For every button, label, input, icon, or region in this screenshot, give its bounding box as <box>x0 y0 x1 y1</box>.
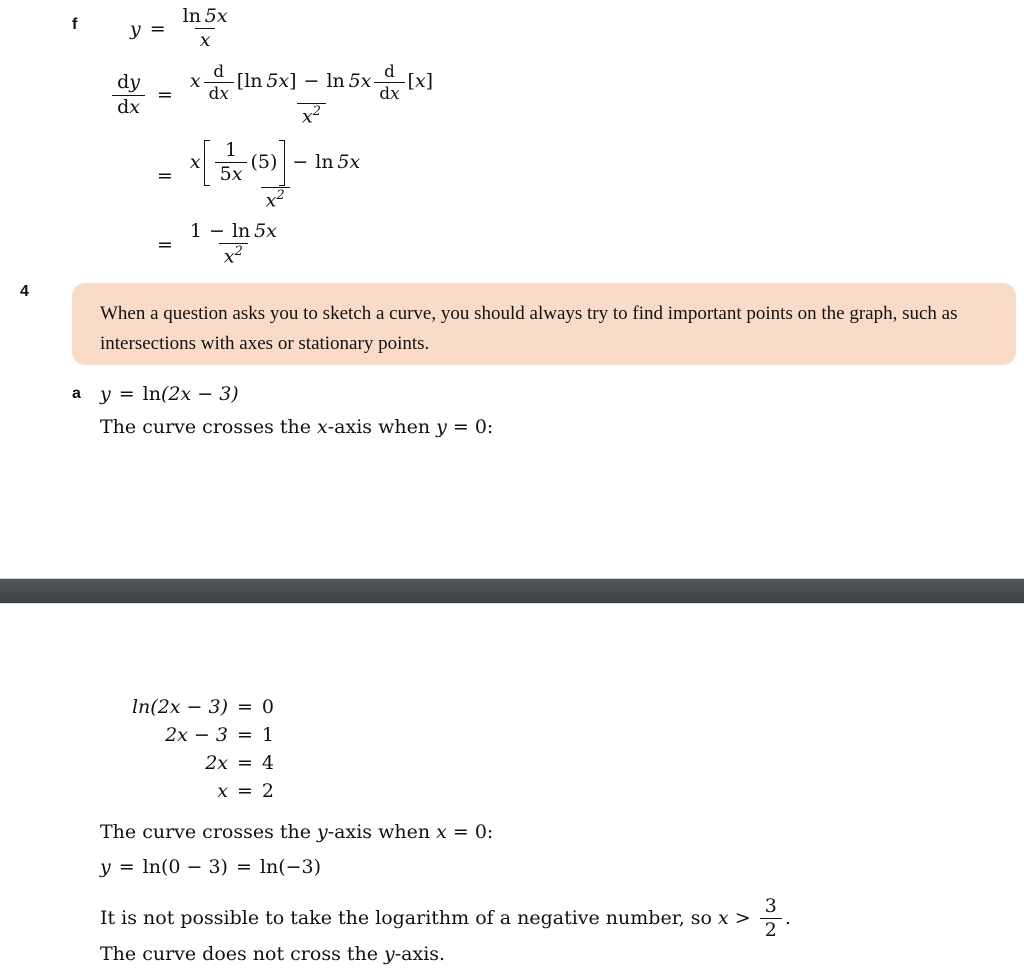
part-f-numerator: ln 5x <box>182 5 228 27</box>
line-crosses-y-axis: The curve crosses the y-axis when x = 0: <box>100 821 494 843</box>
step-row-3: 2x = 4 <box>205 752 275 774</box>
part-f-derivation <box>100 0 441 270</box>
part-f-relation: = <box>149 17 166 40</box>
question-4-marker: 4 <box>20 283 29 300</box>
part-f-marker: f <box>72 16 78 33</box>
step-row-4: x = 2 <box>217 780 275 802</box>
step-row-1: ln(2x − 3) = 0 <box>131 696 275 718</box>
quotient-rule-denominator: $x^2$ <box>297 103 326 128</box>
dx-denominator: dx <box>112 95 145 118</box>
part-a-equation: y = ln(2x − 3) <box>100 383 239 405</box>
step3-fraction <box>185 221 282 268</box>
quotient-rule-fraction <box>185 62 438 128</box>
line-no-cross-y-axis: The curve does not cross the y-axis. <box>100 943 446 965</box>
page-break-bar <box>0 578 1024 604</box>
dydx-label <box>100 72 148 118</box>
square-bracket-group: $\frac{1}{5x}$ (5) <box>204 140 286 186</box>
step3-numerator: 1 − ln 5x <box>189 220 277 243</box>
step2-numerator: x $\frac{1}{5x}$ (5) − ln 5x <box>189 139 361 186</box>
three-halves-fraction: $\frac{3}{2}$ <box>760 896 782 942</box>
part-a-marker: a <box>72 385 81 402</box>
step3-denominator: $x^2$ <box>219 243 248 268</box>
line-not-possible: It is not possible to take the logarithm of a negative number, so x > $\frac{3}{2}$ . <box>100 895 791 942</box>
derivation-step-2: = x $\frac{1}{5x}$ (5) − ln 5x $x^2$ <box>100 140 441 211</box>
line-crosses-x-axis: The curve crosses the x-axis when y = 0: <box>100 416 494 438</box>
line-y-evaluation: y = ln(0 − 3) = ln(−3) <box>100 856 322 878</box>
dy-numerator: dy <box>117 71 140 94</box>
part-f-denominator: x <box>195 28 216 51</box>
part-f-lhs: y <box>130 17 141 40</box>
derivation-step-3: = $\frac{1 - \ln 5x}{x^2}$ <box>100 221 441 268</box>
quotient-rule-numerator: x $\frac{d}{dx}$ [ln 5x] − ln 5x $\frac{d}{dx}$ [x] <box>189 61 434 103</box>
tip-callout-text: When a question asks you to sketch a curve, you should always try to find important points on the graph, such as intersections with axes or stationary points. <box>100 303 958 354</box>
derivation-step-1: $\frac{dy}{dx}$ = x $\frac{d}{dx}$ [ln 5x] − ln 5x $\frac{d}{dx}$ [x] $x^2$ <box>100 62 441 128</box>
step2-denominator: $x^2$ <box>261 187 290 212</box>
solution-steps <box>100 696 274 808</box>
step2-fraction <box>185 140 365 211</box>
step-row-2: 2x − 3 = 1 <box>165 724 275 746</box>
